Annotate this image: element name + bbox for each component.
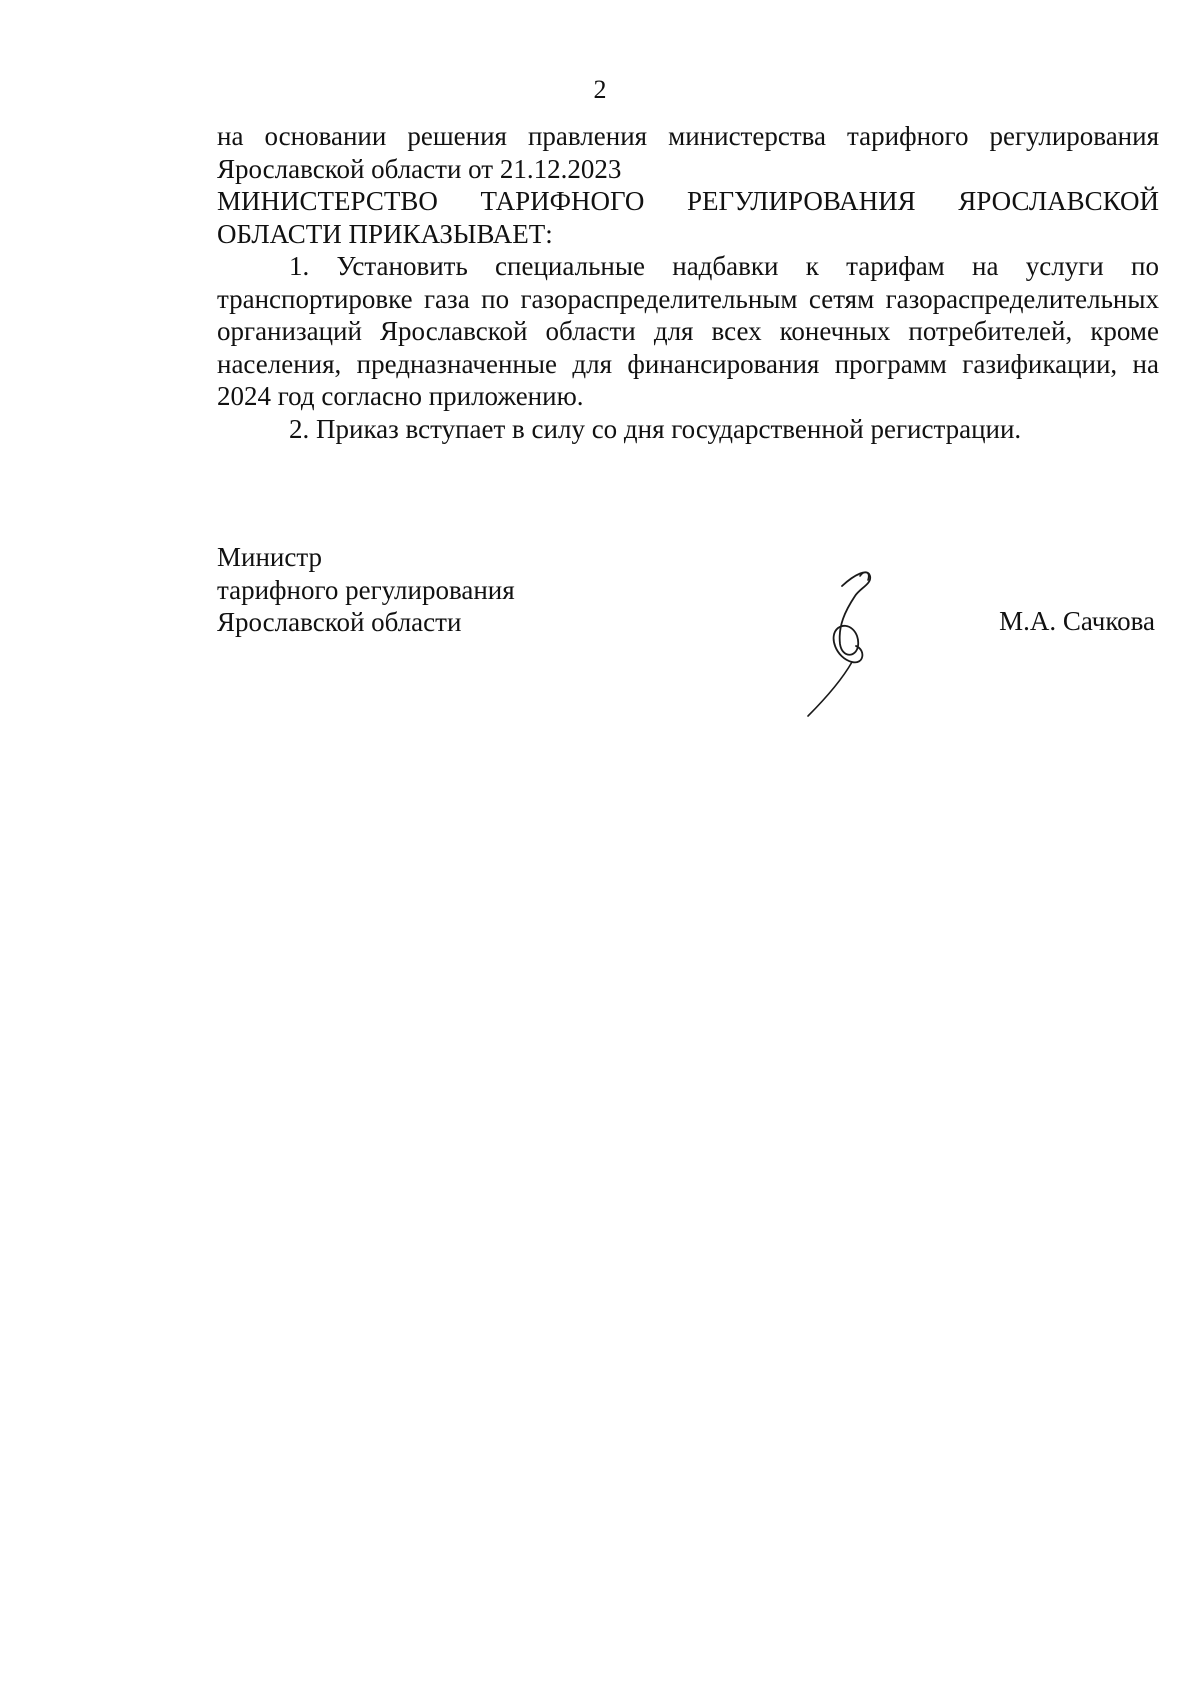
signatory-position xyxy=(217,541,515,639)
signer-name: М.А. Сачкова xyxy=(999,606,1155,636)
page-number: 2 xyxy=(593,75,607,104)
preamble-line-1: на основании решения правления министерства тарифного регулирования xyxy=(217,121,1159,151)
signatory-position-line-3: Ярославской области xyxy=(217,607,462,637)
order-heading-line-2: ОБЛАСТИ ПРИКАЗЫВАЕТ: xyxy=(217,218,553,249)
order-heading-line-1: МИНИСТЕРСТВО ТАРИФНОГО РЕГУЛИРОВАНИЯ ЯРОСЛАВСКОЙ xyxy=(217,186,1159,216)
handwritten-signature xyxy=(800,566,910,726)
preamble-line-2: Ярославской области от 21.12.2023 xyxy=(217,153,622,184)
document-body xyxy=(217,120,1159,445)
order-item-1: 1. Установить специальные надбавки к тарифам на услуги по транспортировке газа по газораспределительным сетям газораспределительных организаций Ярославской области для всех конечных потребителей, кроме населения, предназначенные для финансирования программ газификации, на 2024 год согласно приложению. xyxy=(217,251,1159,411)
order-item-2: 2. Приказ вступает в силу со дня государственной регистрации. xyxy=(289,413,1022,444)
signatory-position-line-1: Министр xyxy=(217,542,322,572)
signatory-position-line-2: тарифного регулирования xyxy=(217,574,515,605)
